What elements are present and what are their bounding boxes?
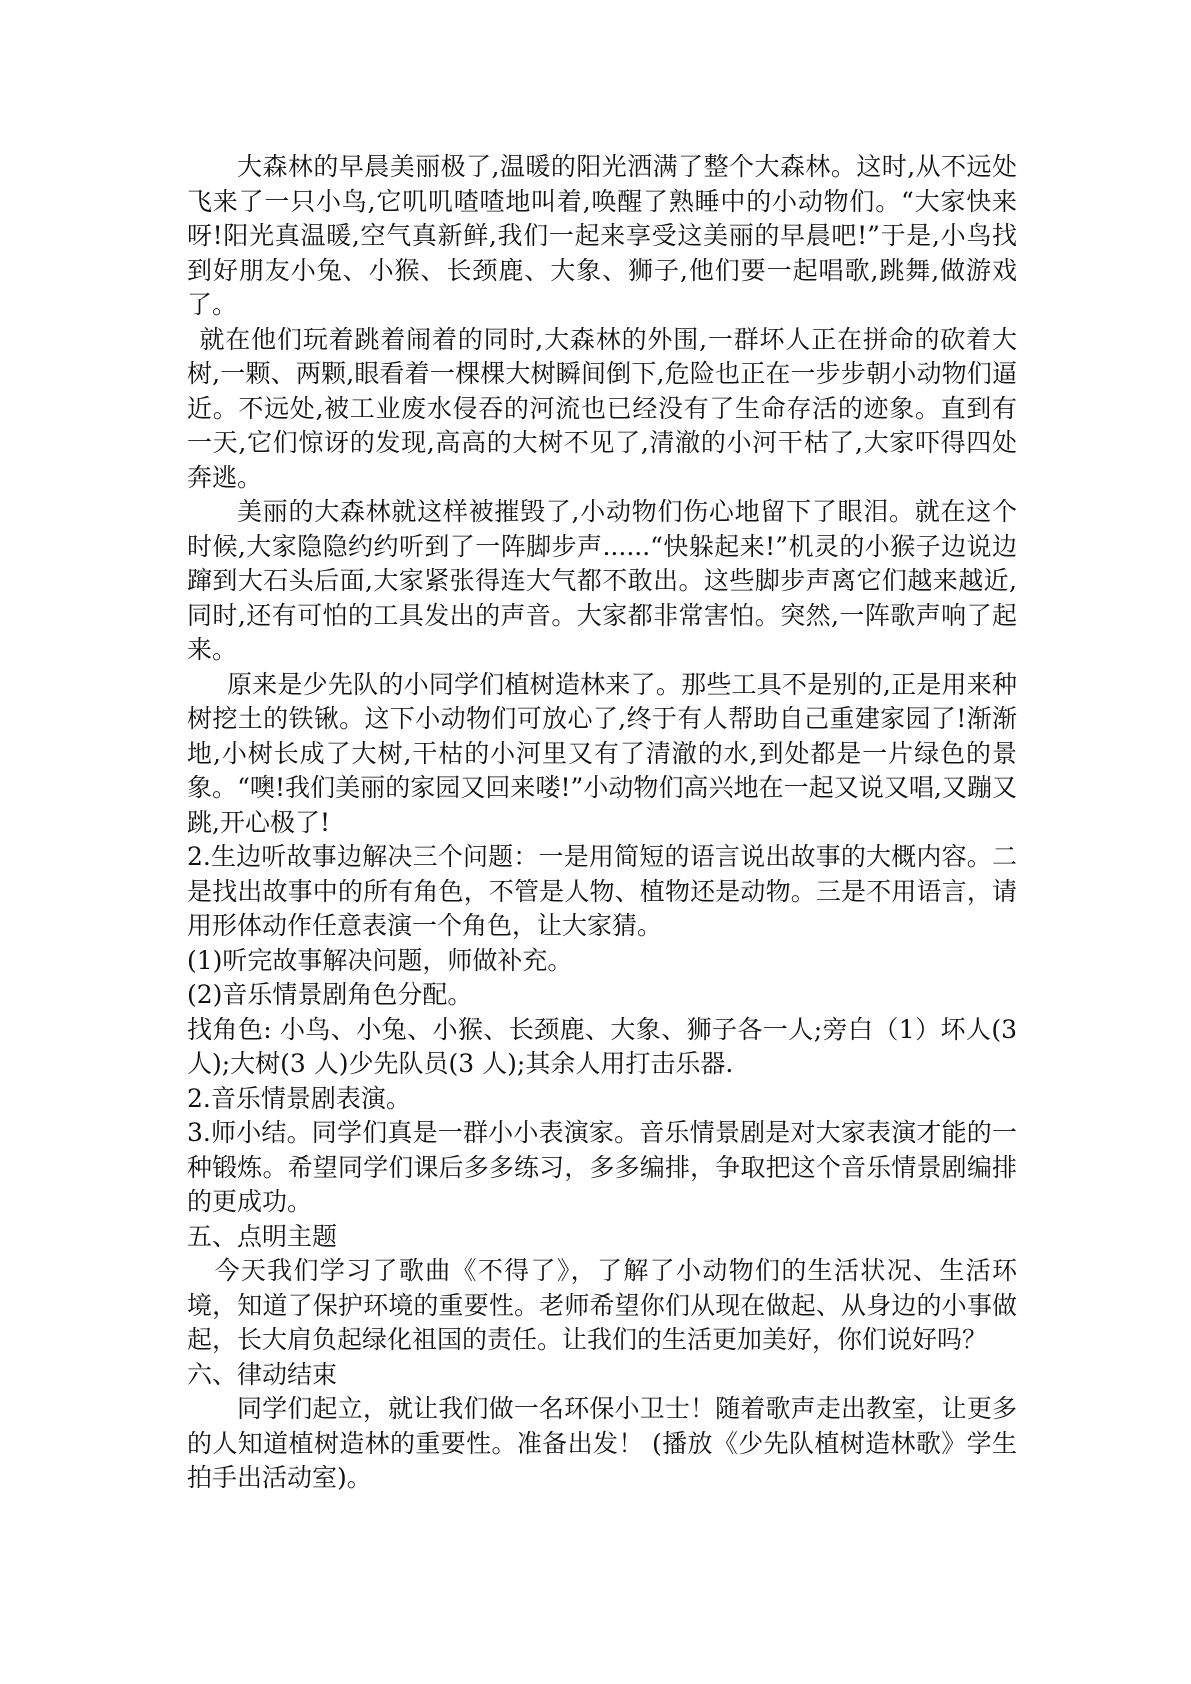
sub-step-1: (1)听完故事解决问题，师做补充。 [187,945,573,975]
section-6-body: 同学们起立，就让我们做一名环保小卫士！随着歌声走出教室，让更多的人知道植树造林的重要性。准备出发！ (播放《少先队植树造林歌》学生拍手出活动室)。 [187,1394,1017,1492]
section-6-heading: 六、律动结束 [187,1359,338,1389]
document-page [187,150,1017,1496]
step-perform: 2.音乐情景剧表演。 [187,1083,411,1113]
section-5-heading: 五、点明主题 [187,1221,338,1251]
sub-step-2: (2)音乐情景剧角色分配。 [187,980,473,1009]
story-paragraph-2: 就在他们玩着跳着闹着的同时,大森林的外围,一群坏人正在拼命的砍着大树,一颗、两颗,眼看着一棵棵大树瞬间倒下,危险也正在一步步朝小动物们逼近。不远处,被工业废水侵吞的河流也已经没有了生命存活的迹象。直到有一天,它们惊讶的发现,高高的大树不见了,清澈的小河干枯了,大家吓得四处奔逃。 [187,324,1017,492]
story-paragraph-3: 美丽的大森林就这样被摧毁了,小动物们伤心地留下了眼泪。就在这个时候,大家隐隐约约听到了一阵脚步声......“快躲起来!”机灵的小猴子边说边蹿到大石头后面,大家紧张得连大气都不敢出。这些脚步声离它们越来越近,同时,还有可怕的工具发出的声音。大家都非常害怕。突然,一阵歌声响了起来。 [187,497,1017,664]
story-paragraph-4: 原来是少先队的小同学们植树造林来了。那些工具不是别的,正是用来种树挖土的铁锹。这下小动物们可放心了,终于有人帮助自己重建家园了!渐渐地,小树长成了大树,干枯的小河里又有了清澈的水,到处都是一片绿色的景象。“噢!我们美丽的家园又回来喽!”小动物们高兴地在一起又说又唱,又蹦又跳,开心极了! [187,669,1017,837]
step-2-paragraph: 2.生边听故事边解决三个问题：一是用简短的语言说出故事的大概内容。二是找出故事中的所有角色，不管是人物、植物还是动物。三是不用语言，请用形体动作任意表演一个角色，让大家猜。 [187,842,1017,940]
section-5-body: 今天我们学习了歌曲《不得了》，了解了小动物们的生活状况、生活环境，知道了保护环境的重要性。老师希望你们从现在做起、从身边的小事做起，长大肩负起绿化祖国的责任。让我们的生活更加美好，你们说好吗？ [187,1256,1017,1354]
step-3-paragraph: 3.师小结。同学们真是一群小小表演家。音乐情景剧是对大家表演才能的一种锻炼。希望同学们课后多多练习，多多编排，争取把这个音乐情景剧编排的更成功。 [187,1118,1017,1216]
story-paragraph-1: 大森林的早晨美丽极了,温暖的阳光洒满了整个大森林。这时,从不远处飞来了一只小鸟,它叽叽喳喳地叫着,唤醒了熟睡中的小动物们。“大家快来呀!阳光真温暖,空气真新鲜,我们一起来享受这美丽的早晨吧!”于是,小鸟找到好朋友小兔、小猴、长颈鹿、大象、狮子,他们要一起唱歌,跳舞,做游戏了。 [187,152,1017,319]
roles-paragraph: 找角色: 小鸟、小兔、小猴、长颈鹿、大象、狮子各一人;旁白（1）坏人(3 人);大树(3 人)少先队员(3 人);其余人用打击乐器. [187,1014,1017,1078]
